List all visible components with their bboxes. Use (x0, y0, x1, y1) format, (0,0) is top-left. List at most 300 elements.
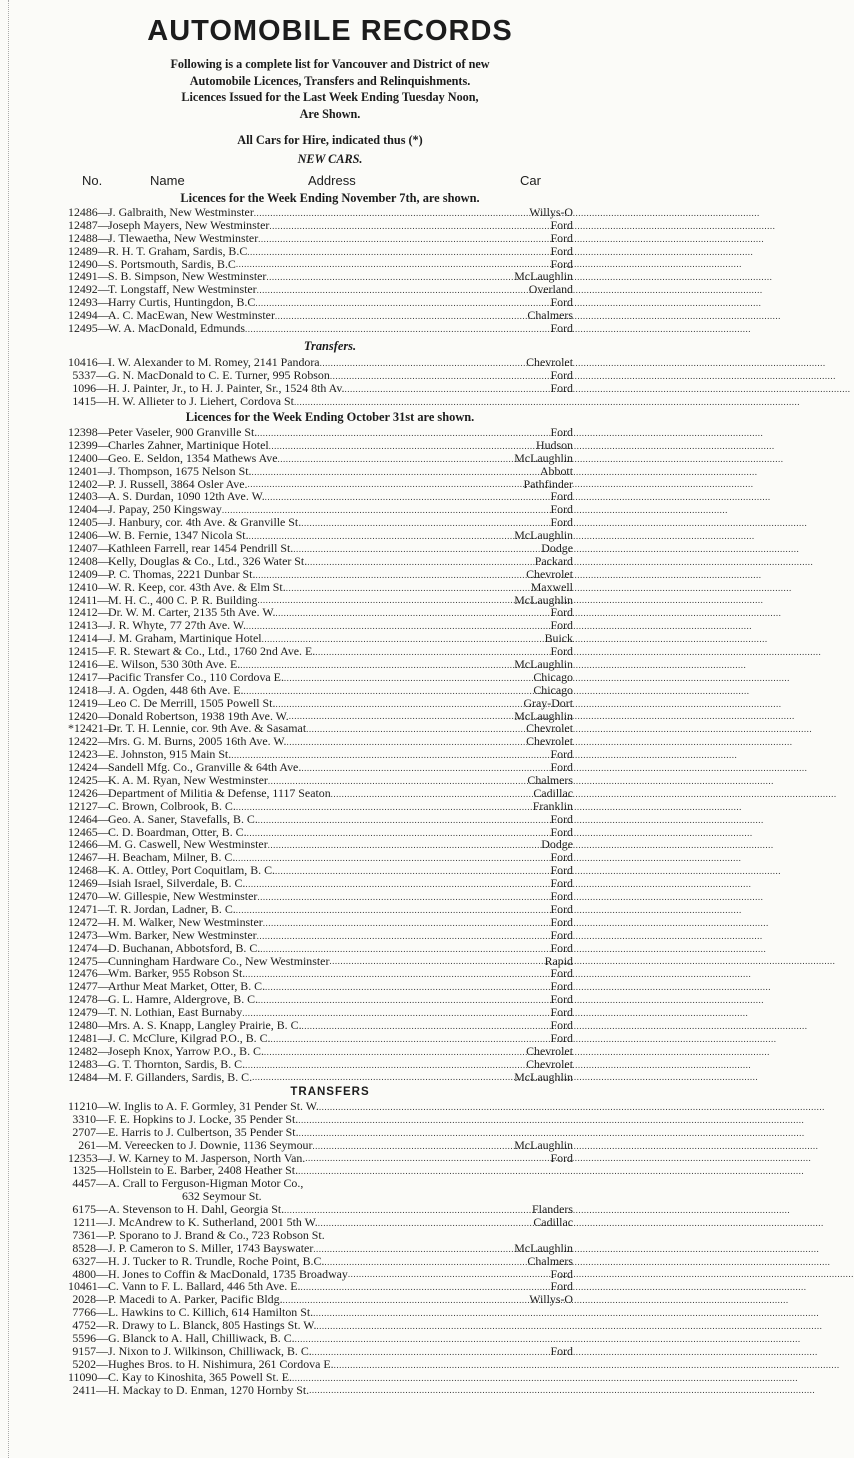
record-number: 12489— (68, 243, 110, 258)
car-make: Ford (550, 380, 573, 395)
record-entry: F. E. Hopkins to J. Locke, 35 Pender St. (108, 1111, 299, 1126)
list-item (68, 395, 573, 408)
leader-dots (330, 371, 550, 382)
leader-dots (248, 479, 523, 490)
record-entry: P. C. Thomas, 2221 Dunbar St. (108, 566, 256, 581)
record-number: 5596— (72, 1331, 108, 1346)
record-number: 12473— (68, 927, 110, 942)
record-number: 12424— (68, 760, 110, 775)
leader-dots (345, 384, 550, 395)
column-address: Address (308, 173, 356, 188)
list-item (68, 426, 573, 439)
car-make: Packard (534, 553, 573, 568)
record-entry: G. Blanck to A. Hall, Chilliwack, B. C. (108, 1331, 295, 1346)
car-make: Dodge (541, 541, 573, 555)
leader-dots (312, 1141, 513, 1152)
record-number: 10461— (68, 1279, 110, 1294)
car-make: Ford (550, 927, 573, 942)
record-number: 2411— (72, 1382, 108, 1397)
record-entry: R. H. T. Graham, Sardis, B.C (108, 243, 248, 258)
record-entry: D. Buchanan, Abbotsford, B. C. (108, 940, 261, 955)
car-make: Ford (550, 618, 573, 633)
car-make: Ford (550, 644, 573, 659)
car-make: Ford (550, 850, 573, 865)
car-make: Franklin (532, 798, 573, 813)
car-make: McLaughlin (514, 592, 573, 607)
record-entry: H. Beacham, Milner, B. C. (108, 850, 236, 865)
record-number: 2707— (72, 1124, 108, 1139)
intro-line: Licences Issued for the Last Week Ending Tuesday Noon, (181, 90, 479, 105)
leader-dots (318, 1218, 533, 1229)
car-make: Chalmers (527, 773, 573, 788)
list-item (68, 1229, 573, 1242)
car-make: McLaughlin (514, 1240, 573, 1255)
record-entry: Dr. T. H. Lennie, cor. 9th Ave. & Sasamat (108, 721, 307, 736)
leader-dots (257, 892, 549, 903)
record-number: 12406— (68, 528, 110, 543)
record-number: 12495— (68, 321, 110, 335)
leader-dots (264, 1047, 525, 1058)
record-number: 1415— (72, 393, 108, 408)
record-entry: A. S. Durdan, 1090 12th Ave. W. (108, 489, 265, 504)
leader-dots (236, 802, 532, 813)
record-number: 6327— (72, 1253, 108, 1268)
list-item (68, 1358, 573, 1371)
record-entry: T. N. Lothian, East Burnaby (108, 1005, 243, 1020)
record-number: 12476— (68, 966, 110, 981)
record-number: 12353— (68, 1150, 110, 1165)
car-make: McLaughlin (514, 708, 573, 723)
record-entry: J. Papay, 250 Kingsway (108, 502, 222, 517)
car-make: Chalmers (527, 1253, 573, 1268)
record-number: 12466— (68, 837, 110, 852)
car-make: Ford (550, 811, 573, 826)
record-number: 12494— (68, 308, 110, 323)
car-make: Ford (550, 901, 573, 916)
leader-dots (268, 840, 541, 851)
leader-dots (284, 673, 532, 684)
car-make: Willys-O (529, 1292, 573, 1307)
record-entry: M. Vereecken to J. Downie, 1136 Seymour (108, 1137, 313, 1152)
record-number: 11090— (68, 1369, 110, 1384)
record-entry: R. Drawy to L. Blanck, 805 Hastings St. W. (108, 1318, 317, 1333)
leader-dots (269, 441, 535, 452)
list-item (68, 452, 573, 465)
record-entry: L. Hawkins to C. Killich, 614 Hamilton St. (108, 1305, 314, 1320)
leader-dots (254, 208, 528, 219)
record-number: 12398— (68, 424, 110, 439)
record-entry: Mrs. A. S. Knapp, Langley Prairie, B. C. (108, 1017, 302, 1032)
list-item (68, 942, 573, 955)
record-entry: J. Hanbury, cor. 4th Ave. & Granville St. (108, 515, 302, 530)
leader-dots (269, 221, 549, 232)
record-number: 12482— (68, 1043, 110, 1058)
list-item (68, 581, 573, 594)
week-oct-heading: Licences for the Week Ending October 31st are shown. (185, 410, 475, 424)
transfers-list (68, 356, 573, 408)
record-entry: M. H. C., 400 C. P. R. Building (108, 592, 258, 607)
leader-dots (275, 608, 549, 619)
car-make: Ford (550, 876, 573, 891)
record-number: 7766— (72, 1305, 108, 1320)
record-entry: J. Tlewaetha, New Westminster (108, 230, 259, 245)
record-number: 12410— (68, 579, 110, 594)
record-number: 12416— (68, 657, 110, 672)
record-number: 12467— (68, 850, 110, 865)
record-number: 12402— (68, 476, 110, 491)
leader-dots (258, 995, 549, 1006)
list-item (68, 658, 573, 671)
list-item (68, 1045, 573, 1058)
list-item (68, 671, 573, 684)
leader-dots (306, 724, 525, 735)
leader-dots (265, 492, 550, 503)
car-make: Buick (544, 631, 573, 646)
record-number: 12127— (68, 798, 110, 813)
car-make: Ford (550, 1279, 573, 1294)
record-number: 12411— (68, 592, 110, 607)
record-number: 4752— (72, 1318, 108, 1333)
record-number: 12493— (68, 295, 110, 310)
record-number: 12478— (68, 992, 110, 1007)
record-entry: A. C. MacEwan, New Westminster (108, 308, 275, 323)
record-number: 12465— (68, 824, 110, 839)
leader-dots (257, 428, 549, 439)
record-entry: K. A. Ottley, Port Coquitlam, B. C. (108, 863, 276, 878)
leader-dots (313, 1308, 573, 1319)
record-number: 12413— (68, 618, 110, 633)
list-item (68, 813, 573, 826)
record-number: 3310— (72, 1111, 108, 1126)
car-make: Abbott (539, 463, 573, 478)
transfers-heading-2: TRANSFERS (290, 1086, 370, 1098)
leader-dots (263, 918, 550, 929)
leader-dots (300, 1282, 549, 1293)
leader-dots (312, 1347, 550, 1358)
record-entry: J. M. Graham, Martinique Hotel (108, 631, 262, 646)
record-entry: G. N. MacDonald to C. E. Turner, 995 Robson (108, 367, 330, 382)
car-make: Ford (550, 992, 573, 1007)
car-make: Ford (550, 515, 573, 530)
transfers-list-2 (68, 1100, 573, 1396)
record-number: 12419— (68, 695, 110, 710)
list-item (68, 439, 573, 452)
list-item (68, 206, 573, 219)
record-entry: H. M. Walker, New Westminster (108, 914, 263, 929)
leader-dots (236, 905, 550, 916)
leader-dots (298, 1115, 573, 1126)
record-number: 12483— (68, 1056, 110, 1071)
leader-dots (324, 1257, 526, 1268)
record-number: 12477— (68, 979, 110, 994)
record-entry: W. Inglis to A. F. Gormley, 31 Pender St. W. (108, 1098, 319, 1113)
car-make: Ford (550, 321, 573, 335)
record-number: 12418— (68, 682, 110, 697)
record-entry: C. Brown, Colbrook, B. C. (108, 798, 236, 813)
record-entry: J. W. Karney to M. Jasperson, North Van. (108, 1150, 306, 1165)
record-number: 12480— (68, 1017, 110, 1032)
record-entry: Wm. Barker, New Westminster (108, 927, 257, 942)
record-entry: Dr. W. M. Carter, 2135 5th Ave. W. (108, 605, 276, 620)
leader-dots (271, 1034, 550, 1045)
new-cars-heading: NEW CARS. (297, 152, 363, 166)
car-make: Hudson (536, 437, 573, 452)
leader-dots (348, 1269, 550, 1280)
leader-dots (294, 397, 573, 408)
leader-dots (292, 1373, 573, 1384)
record-number: 12470— (68, 889, 110, 904)
transfers-heading: Transfers. (303, 339, 357, 353)
car-make: Ford (550, 424, 573, 439)
leader-dots (275, 699, 522, 710)
leader-dots (286, 737, 525, 748)
list-item (68, 774, 573, 787)
list-item (68, 1058, 573, 1071)
list-item (68, 369, 573, 382)
record-entry: E. Harris to J. Culbertson, 35 Pender St. (108, 1124, 299, 1139)
list-item (68, 929, 573, 942)
car-make: Ford (550, 966, 573, 981)
leader-dots (301, 518, 549, 529)
car-make: Chicago (533, 682, 573, 697)
list-item (68, 1071, 573, 1084)
record-entry: E. Wilson, 530 30th Ave. E. (108, 657, 241, 672)
record-number: 12423— (68, 747, 110, 762)
car-make: Flanders (532, 1202, 573, 1217)
record-entry: W. A. MacDonald, Edmunds (108, 321, 245, 335)
record-entry: J. C. McClure, Kilgrad P.O., B. C. (108, 1030, 271, 1045)
car-make: Ford (550, 760, 573, 775)
leader-dots (236, 259, 550, 270)
car-make: Chalmers (527, 308, 573, 323)
record-entry: H. Mackay to D. Enman, 1270 Hornby St. (108, 1382, 310, 1397)
record-entry: H. J. Painter, Jr., to H. J. Painter, Sr., 1524 8th Av. (108, 380, 345, 395)
leader-dots (247, 247, 549, 258)
leader-dots (329, 956, 543, 967)
record-entry: G. L. Hamre, Aldergrove, B. C. (108, 992, 259, 1007)
record-number: 12425— (68, 773, 110, 788)
record-entry: A. Stevenson to H. Dahl, Georgia St. (108, 1202, 285, 1217)
record-number: 12492— (68, 282, 110, 297)
leader-dots (307, 557, 534, 568)
car-make: Ford (550, 295, 573, 310)
list-item (68, 465, 573, 478)
car-make: Ford (550, 1266, 573, 1281)
record-entry: Sandell Mfg. Co., Granville & 64th Ave. (108, 760, 302, 775)
record-number: *12421— (68, 721, 116, 736)
car-make: Ford (550, 230, 573, 245)
list-item (68, 800, 573, 813)
car-make: Ford (550, 1017, 573, 1032)
car-make: Ford (550, 489, 573, 504)
leader-dots (284, 1205, 531, 1216)
record-entry: 632 Seymour St. (182, 1189, 262, 1204)
record-entry: H. J. Tucker to R. Trundle, Roche Point, B.C. (108, 1253, 325, 1268)
leader-dots (247, 828, 550, 839)
intro-line: Following is a complete list for Vancouver and District of new (170, 57, 490, 71)
list-item (68, 245, 573, 258)
record-number: 12401— (68, 463, 110, 478)
record-number: 12464— (68, 811, 110, 826)
record-entry: S. B. Simpson, New Westminster (108, 269, 267, 284)
leader-dots (275, 311, 527, 322)
record-entry: Arthur Meat Market, Otter, B. C. (108, 979, 266, 994)
leader-dots (245, 1060, 525, 1071)
leader-dots (255, 570, 525, 581)
page-edge (0, 0, 9, 1458)
record-entry: W. R. Keep, cor. 43th Ave. & Elm St. (108, 579, 286, 594)
leader-dots (265, 982, 549, 993)
leader-dots (301, 763, 549, 774)
record-entry: I. W. Alexander to M. Romey, 2141 Pandora (108, 354, 320, 369)
list-item (68, 1384, 573, 1397)
record-number: 12488— (68, 230, 110, 245)
car-make: Ford (550, 747, 573, 762)
record-number: 6175— (72, 1202, 108, 1217)
leader-dots (289, 711, 513, 722)
list-item (68, 903, 573, 916)
record-entry: Pacific Transfer Co., 110 Cordova E. (108, 669, 284, 684)
leader-dots (319, 1102, 573, 1113)
record-number: 12471— (68, 901, 110, 916)
list-item (68, 684, 573, 697)
record-number: 12468— (68, 863, 110, 878)
list-item (68, 1100, 573, 1113)
record-number: 12399— (68, 437, 110, 452)
list-item (68, 1255, 573, 1268)
leader-dots (255, 298, 549, 309)
record-entry: W. B. Fernie, 1347 Nicola St. (108, 528, 249, 543)
car-make: Ford (550, 863, 573, 878)
record-number: 12491— (68, 269, 110, 284)
list-item (68, 232, 573, 245)
leader-dots (266, 272, 513, 283)
record-entry: J. Nixon to J. Wilkinson, Chilliwack, B. C. (108, 1343, 312, 1358)
record-number: 12472— (68, 914, 110, 929)
list-item (68, 1371, 573, 1384)
record-number: 2028— (72, 1292, 108, 1307)
leader-dots (320, 358, 526, 369)
record-entry: C. D. Boardman, Otter, B. C. (108, 824, 247, 839)
leader-dots (245, 879, 549, 890)
record-entry: E. Johnston, 915 Main St. (108, 747, 232, 762)
leader-dots (293, 544, 540, 555)
record-entry: J. Thompson, 1675 Nelson St. (108, 463, 252, 478)
leader-dots (302, 1021, 550, 1032)
nov-licence-list (68, 206, 573, 335)
car-make: Ford (550, 889, 573, 904)
list-item (68, 219, 573, 232)
record-number: 12403— (68, 489, 110, 504)
car-make: Willys-O (529, 204, 573, 219)
car-make: Chicago (533, 669, 573, 684)
car-make: Cadillac (533, 1215, 573, 1229)
list-item (68, 1032, 573, 1045)
record-entry: S. Portsmouth, Sardis, B.C (108, 256, 236, 271)
record-number: 12422— (68, 734, 110, 749)
record-entry: Joseph Mayers, New Westminster (108, 217, 270, 232)
list-item (68, 322, 573, 335)
car-make: Chevrolet (526, 734, 573, 749)
leader-dots (295, 1334, 573, 1345)
car-make: McLaughlin (514, 269, 573, 284)
record-number: 5202— (72, 1356, 108, 1371)
leader-dots (257, 931, 550, 942)
record-number: 12412— (68, 605, 110, 620)
record-entry: Mrs. G. M. Burns, 2005 16th Ave. W. (108, 734, 287, 749)
record-entry: Joseph Knox, Yarrow P.O., B. C. (108, 1043, 264, 1058)
leader-dots (305, 1153, 549, 1164)
list-item (68, 555, 573, 568)
record-entry: Geo. A. Saner, Stavefalls, B. C. (108, 811, 258, 826)
leader-dots (316, 1321, 573, 1332)
record-number: 12408— (68, 553, 110, 568)
record-entry: C. Vann to F. L. Ballard, 446 5th Ave. E. (108, 1279, 301, 1294)
list-item (68, 542, 573, 555)
record-number: 12469— (68, 876, 110, 891)
record-number: 12484— (68, 1069, 110, 1084)
record-number: 12487— (68, 217, 110, 232)
record-number: 12486— (68, 204, 110, 219)
list-item (68, 356, 573, 369)
car-make: Ford (550, 605, 573, 620)
list-item (68, 1177, 573, 1190)
intro-line: Automobile Licences, Transfers and Relinquishments. (189, 73, 471, 88)
leader-dots (309, 1385, 573, 1396)
leader-dots (257, 285, 528, 296)
leader-dots (260, 944, 549, 955)
car-make: Ford (550, 914, 573, 929)
leader-dots (245, 324, 550, 335)
car-make: Ford (550, 1150, 573, 1165)
record-number: 12474— (68, 940, 110, 955)
oct-licence-list (68, 426, 573, 1083)
record-number: 12405— (68, 515, 110, 530)
list-item (68, 916, 573, 929)
record-number: 4800— (72, 1266, 108, 1281)
car-make: Gray-Dort (523, 695, 573, 710)
record-number: 12407— (68, 541, 110, 555)
car-make: Ford (550, 243, 573, 258)
car-make: McLaughlin (514, 528, 573, 543)
leader-dots (334, 1360, 573, 1371)
hire-note: All Cars for Hire, indicated thus (*) (237, 133, 423, 147)
car-make: Chevrolet (526, 354, 573, 369)
record-entry: Charles Zahner, Martinique Hotel (108, 437, 269, 452)
column-car: Car (520, 173, 541, 188)
car-make: Rapid (544, 953, 573, 968)
car-make: Ford (550, 1343, 573, 1358)
record-number: 12400— (68, 450, 110, 465)
car-make: McLaughlin (514, 1137, 573, 1152)
car-make: Chevrolet (526, 721, 573, 736)
leader-dots (283, 1295, 529, 1306)
column-no: No. (82, 173, 103, 188)
record-number: 9157— (72, 1343, 108, 1358)
record-number: 12490— (68, 256, 110, 271)
car-make: Cadillac (533, 785, 573, 800)
record-entry: Kelly, Douglas & Co., Ltd., 326 Water St. (108, 553, 308, 568)
record-number: 8528— (72, 1240, 108, 1255)
list-item (68, 1332, 573, 1345)
record-number: 12417— (68, 669, 110, 684)
record-number: 12475— (68, 953, 110, 968)
intro-text (75, 56, 585, 122)
record-entry: C. Kay to Kinoshita, 365 Powell St. E. (108, 1369, 292, 1384)
record-entry: J. McAndrew to K. Sutherland, 2001 5th W. (108, 1215, 318, 1229)
record-entry: Kathleen Farrell, rear 1454 Pendrill St. (108, 541, 294, 555)
record-entry: P. J. Russell, 3864 Osler Ave. (108, 476, 248, 491)
